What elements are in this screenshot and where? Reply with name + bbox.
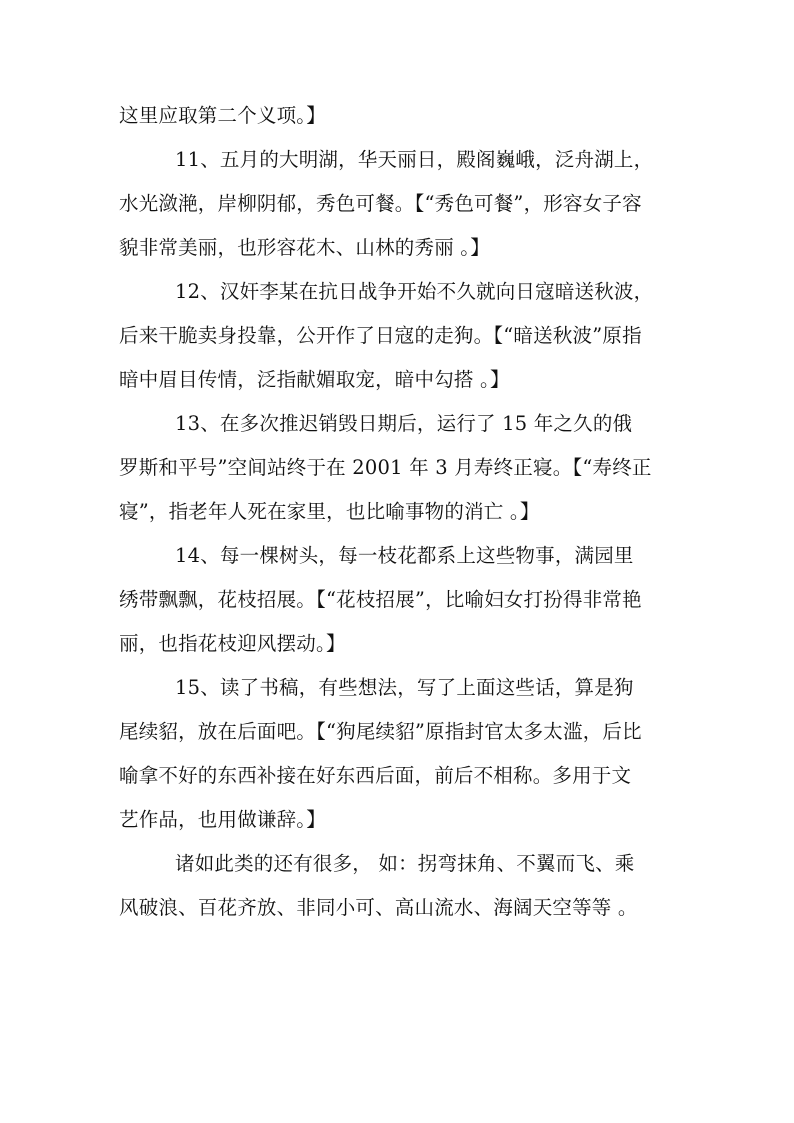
closing-paragraph-line-1: 诸如此类的还有很多， 如：拐弯抹角、不翼而飞、乘	[175, 852, 635, 875]
text-line: 风破浪、百花齐放、非同小可、高山流水、海阔天空等等 。	[119, 896, 638, 919]
text-line: 艺作品，也用做谦辞。】	[119, 808, 326, 831]
text-line: 喻拿不好的东西补接在好东西后面，前后不相称。多用于文	[119, 764, 632, 787]
paragraph-11-line-1: 11、五月的大明湖，华天丽日，殿阁巍峨，泛舟湖上，	[175, 148, 654, 171]
paragraph-14-line-1: 14、每一棵树头，每一枝花都系上这些物事，满园里	[175, 544, 634, 567]
text-line: 寝”，指老年人死在家里，也比喻事物的消亡 。】	[119, 500, 540, 523]
text-line: 罗斯和平号”空间站终于在 2001 年 3 月寿终正寝。【“寿终正	[119, 456, 652, 479]
paragraph-12-line-1: 12、汉奸李某在抗日战争开始不久就向日寇暗送秋波，	[175, 280, 654, 303]
document-body	[119, 94, 679, 930]
text-line: 丽，也指花枝迎风摆动。】	[119, 632, 346, 655]
paragraph-15-line-1: 15、读了书稿，有些想法，写了上面这些话，算是狗	[175, 676, 634, 699]
paragraph-13-line-1: 13、在多次推迟销毁日期后，运行了 15 年之久的俄	[175, 412, 633, 435]
text-line: 绣带飘飘，花枝招展。【“花枝招展”，比喻妇女打扮得非常艳	[119, 588, 642, 611]
text-line: 这里应取第二个义项。】	[119, 104, 326, 127]
text-line: 尾续貂，放在后面吧。【“狗尾续貂”原指封官太多太滥，后比	[119, 720, 642, 743]
text-line: 暗中眉目传情，泛指献媚取宠，暗中勾搭 。】	[119, 368, 510, 391]
text-line: 貌非常美丽，也形容花木、山林的秀丽 。】	[119, 236, 490, 259]
text-line: 水光潋滟，岸柳阴郁，秀色可餐。【“秀色可餐”，形容女子容	[119, 192, 642, 215]
text-line: 后来干脆卖身投靠，公开作了日寇的走狗。【“暗送秋波”原指	[119, 324, 642, 347]
